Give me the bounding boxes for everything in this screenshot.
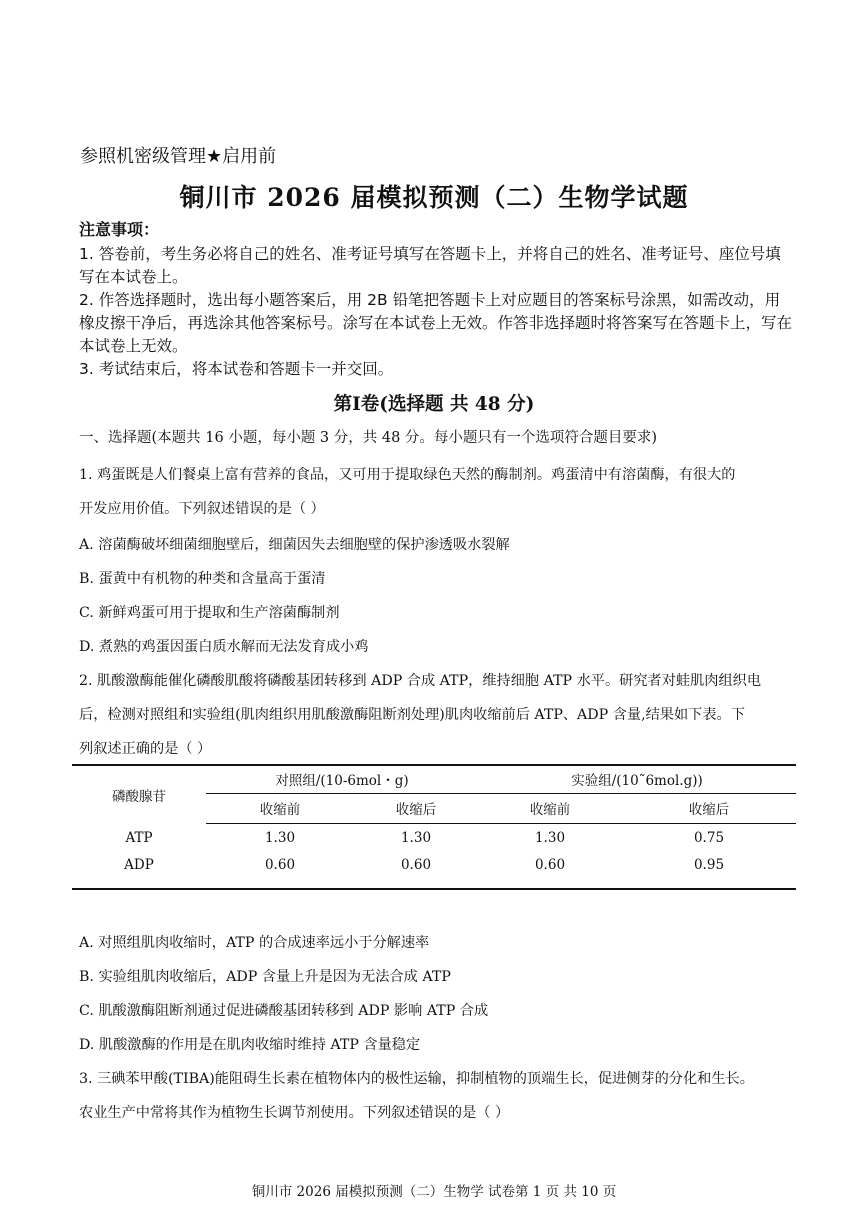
question-stem-line: 开发应用价值。下列叙述错误的是（ ） bbox=[79, 501, 325, 517]
q2-option-d: D. 肌酸激酶的作用是在肌肉收缩时维持 ATP 含量稳定 bbox=[79, 1037, 421, 1053]
question-stem-line: 2. 肌酸激酶能催化磷酸肌酸将磷酸基团转移到 ADP 合成 ATP，维持细胞 ATP 水平。研究者对蛙肌肉组织电 bbox=[79, 673, 762, 689]
table-subheader: 收缩后 bbox=[622, 793, 796, 823]
q1-option-c: C. 新鲜鸡蛋可用于提取和生产溶菌酶制剂 bbox=[79, 605, 340, 621]
q2-option-b: B. 实验组肌肉收缩后，ADP 含量上升是因为无法合成 ATP bbox=[79, 969, 451, 985]
table-cell: 0.60 bbox=[400, 857, 432, 873]
table-row-header: 磷酸腺苷 bbox=[112, 788, 166, 805]
part-title: 第Ⅰ卷(选择题 共 48 分) bbox=[333, 394, 535, 415]
notice-heading: 注意事项： bbox=[79, 220, 160, 239]
question-3-stem bbox=[79, 1062, 795, 1130]
q2-option-c: C. 肌酸激酶阻断剂通过促进磷酸基团转移到 ADP 影响 ATP 合成 bbox=[79, 1003, 489, 1019]
table-group-control: 对照组/(10-6mol・g) bbox=[206, 765, 478, 793]
table-subheader: 收缩后 bbox=[354, 793, 478, 823]
table-cell: 0.60 bbox=[264, 857, 296, 873]
question-stem-line: 1. 鸡蛋既是人们餐桌上富有营养的食品，又可用于提取绿色天然的酶制剂。鸡蛋清中有溶菌酶，有很大的 bbox=[79, 467, 736, 483]
table-cell: 1.30 bbox=[400, 830, 432, 847]
page-footer: 铜川市 2026 届模拟预测（二）生物学 试卷第 1 页 共 10 页 bbox=[251, 1184, 617, 1200]
q1-option-d: D. 煮熟的鸡蛋因蛋白质水解而无法发育成小鸡 bbox=[79, 639, 369, 655]
table-cell: ATP bbox=[125, 830, 153, 846]
question-stem-line: 列叙述正确的是（ ） bbox=[79, 741, 212, 757]
table-row bbox=[72, 853, 796, 889]
notice-item: 3. 考试结束后，将本试卷和答题卡一并交回。 bbox=[79, 360, 394, 378]
notice-item: 2. 作答选择题时，选出每小题答案后，用 2B 铅笔把答题卡上对应题目的答案标号涂黑，如需改动，用橡皮擦干净后，再选涂其他答案标号。涂写在本试卷上无效。作答非选择题时将答案写在答题卡上，写在本试卷上无效。 bbox=[79, 291, 793, 355]
atp-adp-table bbox=[72, 764, 796, 890]
exam-title: 铜川市 2026 届模拟预测（二）生物学试题 bbox=[179, 183, 689, 212]
question-stem-line: 农业生产中常将其作为植物生长调节剂使用。下列叙述错误的是（ ） bbox=[79, 1105, 510, 1121]
question-stem-line: 3. 三碘苯甲酸(TIBA)能阻碍生长素在植物体内的极性运输，抑制植物的顶端生长，促进侧芽的分化和生长。 bbox=[79, 1071, 754, 1087]
notice-item: 1. 答卷前，考生务必将自己的姓名、准考证号填写在答题卡上，并将自己的姓名、准考证号、座位号填写在本试卷上。 bbox=[79, 245, 781, 286]
section-heading: 一、选择题(本题共 16 小题，每小题 3 分，共 48 分。每小题只有一个选项符合题目要求) bbox=[79, 430, 658, 446]
q1-option-a: A. 溶菌酶破坏细菌细胞壁后，细菌因失去细胞壁的保护渗透吸水裂解 bbox=[79, 537, 510, 553]
q2-option-a: A. 对照组肌肉收缩时，ATP 的合成速率远小于分解速率 bbox=[79, 935, 430, 951]
table-cell: ADP bbox=[124, 857, 154, 873]
table-subheader: 收缩前 bbox=[206, 793, 354, 823]
notice-list bbox=[79, 243, 795, 381]
table-cell: 0.95 bbox=[693, 857, 725, 873]
secrecy-label: 参照机密级管理★启用前 bbox=[80, 146, 277, 167]
question-2-stem bbox=[79, 664, 795, 766]
table-cell: 0.75 bbox=[693, 830, 725, 847]
question-stem-line: 后，检测对照组和实验组(肌肉组织用肌酸激酶阻断剂处理)肌肉收缩前后 ATP、ADP 含量,结果如下表。下 bbox=[79, 707, 745, 723]
q1-option-b: B. 蛋黄中有机物的种类和含量高于蛋清 bbox=[79, 571, 326, 587]
table-row bbox=[72, 823, 796, 853]
table-cell: 1.30 bbox=[264, 830, 296, 847]
table-group-experiment: 实验组/(10˜6mol.g)) bbox=[478, 765, 796, 793]
question-1-stem bbox=[79, 458, 795, 526]
table-subheader: 收缩前 bbox=[478, 793, 622, 823]
table-cell: 1.30 bbox=[534, 830, 566, 847]
table-cell: 0.60 bbox=[534, 857, 566, 873]
